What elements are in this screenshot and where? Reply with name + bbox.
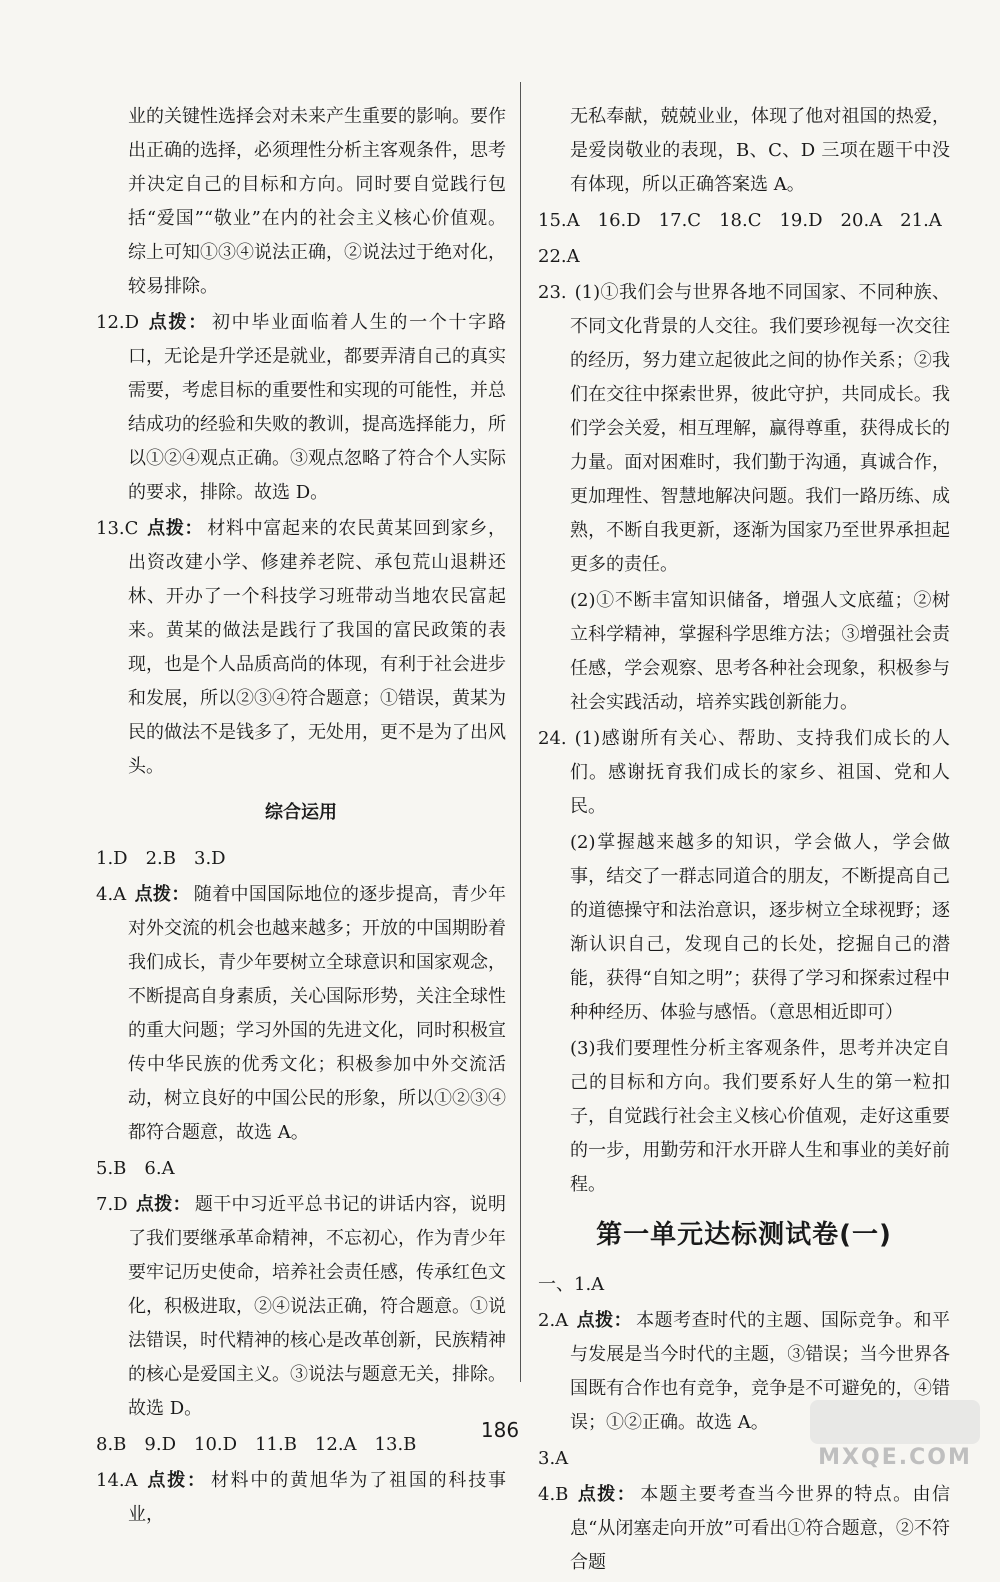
answer-number: 24. (538, 728, 567, 749)
hint-label: 点拨： (134, 884, 190, 905)
answer-line: 一、1.A (538, 1274, 605, 1295)
page-number: 186 (480, 1418, 520, 1442)
answer-text: 题干中习近平总书记的讲话内容，说明了我们要继承革命精神，不忘初心，作为青少年要牢记历史使命，培养社会责任感，传承红色文化，积极进取，②④说法正确，符合题意。①说法错误，时代精神的核心是改革创新，民族精神的核心是爱国主义。③说法与题意无关，排除。故选 D。 (128, 1194, 507, 1419)
answer-line: 22.A (538, 246, 580, 267)
answer-line: 3.A (538, 1448, 569, 1469)
left-column (96, 100, 506, 1534)
answer-text: 本题考查时代的主题、国际竞争。和平与发展是当今时代的主题，③错误；当今世界各国既有合作也有竞争，竞争是不可避免的，④错误；①②正确。故选 A。 (570, 1310, 951, 1433)
answer-text: 初中毕业面临着人生的一个十字路口，无论是升学还是就业，都要弄清自己的真实需要，考虑目标的重要性和实现的可能性，并总结成功的经验和失败的教训，提高选择能力，所以①②④观点正确。③观点忽略了符合个人实际的要求，排除。故选 D。 (128, 312, 506, 503)
hint-label: 点拨： (576, 1310, 633, 1331)
answer-text: 本题主要考查当今世界的特点。由信息“从闭塞走向开放”可看出①符合题意，②不符合题 (570, 1484, 951, 1573)
answer-line: 5.B 6.A (96, 1158, 175, 1179)
answer-text: 随着中国国际地位的逐步提高，青少年对外交流的机会也越来越多；开放的中国期盼着我们成长，青少年要树立全球意识和国家观念，不断提高自身素质，关心国际形势，关注全球性的重大问题；学习外国的先进文化，同时积极宣传中华民族的优秀文化；积极参加中外交流活动，树立良好的中国公民的形象，所以①②③④都符合题意，故选 A。 (128, 884, 506, 1143)
answer-text: (1)感谢所有关心、帮助、支持我们成长的人们。感谢抚育我们成长的家乡、祖国、党和人民。 (570, 728, 950, 817)
answer-item (96, 306, 506, 510)
answer-item (538, 1478, 950, 1580)
hint-label: 点拨： (576, 1484, 637, 1505)
answer-number: 12.D (96, 312, 140, 333)
answer-item (96, 512, 506, 784)
hint-label: 点拨： (146, 518, 204, 539)
answer-item (538, 722, 950, 824)
answer-text: (1)①我们会与世界各地不同国家、不同种族、不同文化背景的人交往。我们要珍视每一次交往的经历，努力建立起彼此之间的协作关系；②我们在交往中探索世界，彼此守护，共同成长。我们学会关爱，相互理解，赢得尊重，获得成长的力量。面对困难时，我们勤于沟通，真诚合作，更加理性、智慧地解决问题。我们一路历练、成熟，不断自我更新，逐渐为国家乃至世界承担起更多的责任。 (570, 282, 950, 575)
answer-paragraph: (2)①不断丰富知识储备，增强人文底蕴；②树立科学精神，掌握科学思维方法；③增强社会责任感，学会观察、思考各种社会现象，积极参与社会实践活动，培养实践创新能力。 (570, 590, 950, 713)
answer-number: 23. (538, 282, 567, 303)
answer-line: 15.A 16.D 17.C 18.C 19.D 20.A 21.A (538, 210, 942, 231)
answer-paragraph: (2)掌握越来越多的知识，学会做人，学会做事，结交了一群志同道合的朋友，不断提高自己的道德操守和法治意识，逐步树立全球视野；逐渐认识自己，发现自己的长处，挖掘自己的潜能，获得“自知之明”；获得了学习和探索过程中种种经历、体验与感悟。（意思相近即可） (570, 832, 950, 1023)
section-heading: 综合运用 (265, 802, 337, 823)
continued-paragraph: 业的关键性选择会对未来产生重要的影响。要作出正确的选择，必须理性分析主客观条件，思考并决定自己的目标和方向。同时要自觉践行包括“爱国”“敬业”在内的社会主义核心价值观。综上可知①③④说法正确，②说法过于绝对化，较易排除。 (128, 106, 506, 297)
answer-number: 4.B (538, 1484, 569, 1505)
hint-label: 点拨： (135, 1194, 191, 1215)
column-divider (520, 82, 521, 1382)
answer-text: 材料中富起来的农民黄某回到家乡，出资改建小学、修建养老院、承包荒山退耕还林、开办了一个科技学习班带动当地农民富起来。黄某的做法是践行了我国的富民政策的表现，也是个人品质高尚的体现，有利于社会进步和发展，所以②③④符合题意；①错误，黄某为民的做法不是钱多了，无处用，更不是为了出风头。 (128, 518, 507, 777)
hint-label: 点拨： (145, 1470, 207, 1491)
answer-item (96, 878, 506, 1150)
answer-number: 2.A (538, 1310, 569, 1331)
answer-line: 8.B 9.D 10.D 11.B 12.A 13.B (96, 1434, 417, 1455)
answer-paragraph: (3)我们要理性分析主客观条件，思考并决定自己的目标和方向。我们要系好人生的第一粒扣子，自觉践行社会主义核心价值观，走好这重要的一步，用勤劳和汗水开辟人生和事业的美好前程。 (570, 1038, 950, 1195)
answer-item (96, 1188, 506, 1426)
answer-text: 材料中的黄旭华为了祖国的科技事业， (128, 1470, 507, 1525)
answer-number: 14.A (96, 1470, 138, 1491)
watermark-logo (810, 1400, 980, 1470)
right-column (538, 100, 950, 1582)
answer-number: 4.A (96, 884, 127, 905)
answer-number: 13.C (96, 518, 139, 539)
hint-label: 点拨： (147, 312, 208, 333)
watermark-text: MXQE.COM (818, 1445, 972, 1470)
watermark-badge (810, 1400, 980, 1444)
answer-item (96, 1464, 506, 1532)
answer-item (538, 276, 950, 582)
continued-paragraph: 无私奉献，兢兢业业，体现了他对祖国的热爱，是爱岗敬业的表现，B、C、D 三项在题干中没有体现，所以正确答案选 A。 (570, 106, 950, 195)
test-title: 第一单元达标测试卷(一) (596, 1220, 892, 1250)
answer-line: 1.D 2.B 3.D (96, 848, 226, 869)
answer-number: 7.D (96, 1194, 128, 1215)
